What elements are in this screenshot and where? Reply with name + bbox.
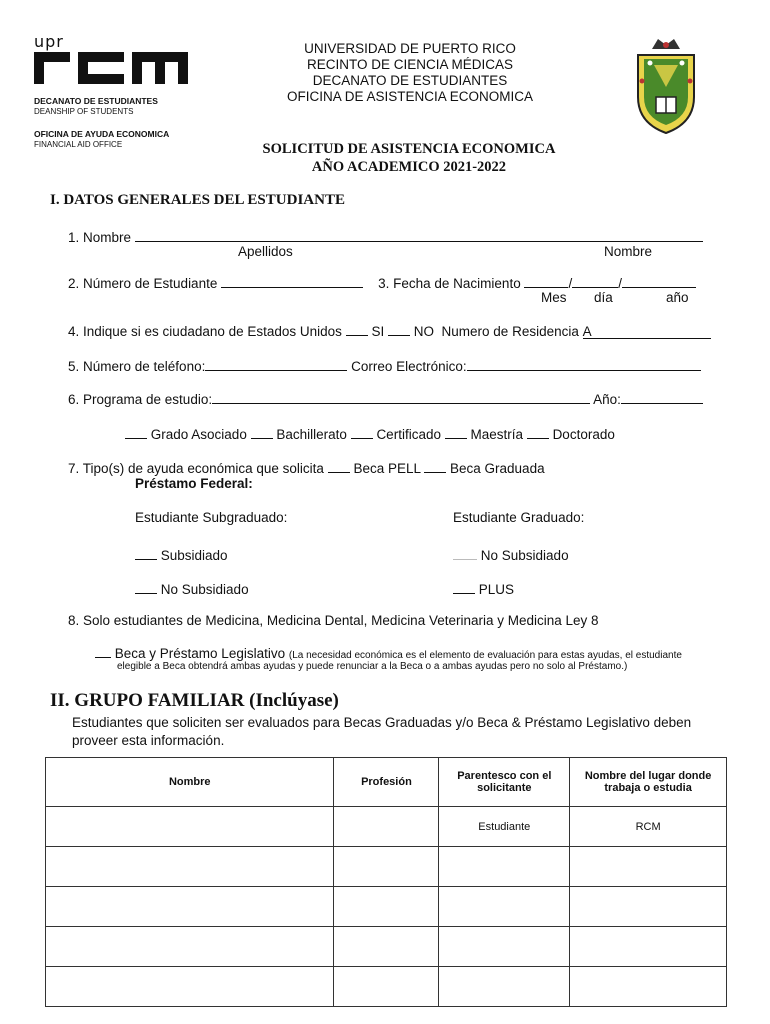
q7-subsidiado: Subsidiado <box>160 548 228 563</box>
degree-certificate-check[interactable] <box>351 424 373 439</box>
q8-note1: (La necesidad económica es el elemento de evaluación para estas ayudas, el estudiante <box>288 650 682 661</box>
table-cell[interactable] <box>439 967 570 1007</box>
form-title <box>200 140 618 176</box>
section2-note: Estudiantes que soliciten ser evaluados para Becas Graduadas y/o Beca & Préstamo Legislativo deben proveer esta información. <box>72 715 692 748</box>
q7-no-subsidiado-grad: No Subsidiado <box>480 548 569 563</box>
deanship-en: DEANSHIP OF STUDENTS <box>34 107 134 116</box>
residence-number-field[interactable] <box>583 324 711 339</box>
plus-row <box>453 579 514 597</box>
q8-row <box>95 643 682 661</box>
student-number-field[interactable] <box>221 273 363 288</box>
undergrad-subsidized-row <box>135 545 228 563</box>
table-cell[interactable] <box>46 847 334 887</box>
q4-row <box>68 321 711 339</box>
institution-line: UNIVERSIDAD DE PUERTO RICO <box>304 41 516 56</box>
q4-si: SI <box>371 324 385 339</box>
q1-sub-nombre: Nombre <box>604 244 653 259</box>
table-cell[interactable] <box>334 807 439 847</box>
degree-associate: Grado Asociado <box>150 427 247 442</box>
col-lugar: Nombre del lugar donde trabaja o estudia <box>570 758 727 807</box>
col-profesion: Profesión <box>334 758 439 807</box>
q7-graduate: Estudiante Graduado: <box>453 510 585 525</box>
q7-grad: Beca Graduada <box>450 461 545 476</box>
grad-grant-check[interactable] <box>424 458 446 473</box>
q7-pell: Beca PELL <box>353 461 421 476</box>
office-en: FINANCIAL AID OFFICE <box>34 140 123 149</box>
table-cell[interactable] <box>439 887 570 927</box>
undergrad-unsubsidized-row <box>135 579 249 597</box>
table-header-row <box>46 758 727 807</box>
q3-sub-ano: año <box>666 290 689 305</box>
undergrad-unsubsidized-check[interactable] <box>135 579 157 594</box>
q6-year: Año: <box>593 392 621 407</box>
birth-day-field[interactable] <box>572 273 618 288</box>
q2-row: 2. Número de Estudiante 3. Fecha de Nacimiento / / <box>68 273 696 291</box>
q7-plus: PLUS <box>478 582 515 597</box>
program-year-field[interactable] <box>621 389 703 404</box>
table-cell[interactable] <box>334 887 439 927</box>
table-row <box>46 967 727 1007</box>
deanship-es: DECANATO DE ESTUDIANTES <box>34 96 158 106</box>
undergrad-subsidized-check[interactable] <box>135 545 157 560</box>
q6-label: 6. Programa de estudio: <box>68 392 213 407</box>
email-field[interactable] <box>467 356 701 371</box>
grad-unsubsidized-check[interactable] <box>453 545 477 560</box>
degree-associate-check[interactable] <box>125 424 147 439</box>
q7-row <box>68 458 545 476</box>
residence-number-value: A <box>582 324 592 339</box>
q8-note2: elegible a Beca obtendrá ambas ayudas y puede renunciar a la Beca o a ambas ayudas pero no solo al Préstamo.) <box>117 661 628 672</box>
plus-check[interactable] <box>453 579 475 594</box>
degree-certificate: Certificado <box>376 427 441 442</box>
table-row <box>46 927 727 967</box>
family-table <box>45 757 727 1007</box>
program-field[interactable] <box>212 389 590 404</box>
q1-label: 1. Nombre <box>68 230 132 245</box>
q4-residencia: Numero de Residencia <box>441 324 579 339</box>
q1-sub-apellidos: Apellidos <box>238 244 293 259</box>
table-cell[interactable] <box>439 847 570 887</box>
q5-row <box>68 356 701 374</box>
table-cell[interactable] <box>334 847 439 887</box>
table-cell[interactable] <box>46 967 334 1007</box>
degree-master-check[interactable] <box>445 424 467 439</box>
table-row <box>46 887 727 927</box>
table-cell[interactable] <box>570 927 727 967</box>
section1-heading: I. DATOS GENERALES DEL ESTUDIANTE <box>50 192 345 208</box>
degree-master: Maestría <box>470 427 524 442</box>
degree-doctorate: Doctorado <box>552 427 615 442</box>
col-parentesco: Parentesco con el solicitante <box>439 758 570 807</box>
q5-label: 5. Número de teléfono: <box>68 359 206 374</box>
col-nombre: Nombre <box>46 758 334 807</box>
pell-check[interactable] <box>328 458 350 473</box>
q3-sub-mes: Mes <box>541 290 567 305</box>
q3-label: 3. Fecha de Nacimiento <box>378 276 521 291</box>
form-title-line1: SOLICITUD DE ASISTENCIA ECONOMICA <box>262 141 556 157</box>
citizen-yes-field[interactable] <box>346 321 368 336</box>
birth-year-field[interactable] <box>622 273 696 288</box>
q7-label: 7. Tipo(s) de ayuda económica que solicita <box>68 461 324 476</box>
institution-line: OFICINA DE ASISTENCIA ECONOMICA <box>286 89 534 104</box>
office-es: OFICINA DE AYUDA ECONOMICA <box>34 129 170 139</box>
birth-month-field[interactable] <box>524 273 568 288</box>
table-cell[interactable] <box>46 887 334 927</box>
table-cell[interactable] <box>46 927 334 967</box>
citizen-no-field[interactable] <box>388 321 410 336</box>
name-field[interactable] <box>135 227 703 242</box>
q7-no-subsidiado: No Subsidiado <box>160 582 249 597</box>
table-cell[interactable]: RCM <box>570 807 727 847</box>
phone-field[interactable] <box>205 356 347 371</box>
rcm-logo <box>32 48 190 86</box>
q7-undergrad: Estudiante Subgraduado: <box>135 510 288 525</box>
table-row <box>46 847 727 887</box>
institution-line: RECINTO DE CIENCIA MÉDICAS <box>306 57 514 72</box>
upr-logo-text: upr <box>34 32 64 51</box>
legislative-check[interactable] <box>95 643 111 658</box>
q8-label: 8. Solo estudiantes de Medicina, Medicina Dental, Medicina Veterinaria y Medicina Ley 8 <box>68 613 599 628</box>
q4-label: 4. Indique si es ciudadano de Estados Unidos <box>68 324 342 339</box>
table-cell[interactable] <box>46 807 334 847</box>
degree-bachelor: Bachillerato <box>276 427 347 442</box>
table-row <box>46 807 727 847</box>
q7-federal: Préstamo Federal: <box>135 476 253 491</box>
q1-row <box>68 227 703 245</box>
table-cell[interactable]: Estudiante <box>439 807 570 847</box>
table-cell[interactable] <box>570 887 727 927</box>
table-cell[interactable] <box>570 967 727 1007</box>
table-cell[interactable] <box>334 927 439 967</box>
degree-options <box>125 424 615 442</box>
q2-label: 2. Número de Estudiante <box>68 276 218 291</box>
section2-heading: II. GRUPO FAMILIAR (Inclúyase) <box>50 690 339 711</box>
q3-sub-dia: día <box>594 290 613 305</box>
table-cell[interactable] <box>570 847 727 887</box>
grad-unsubsidized-row <box>453 545 569 563</box>
institution-block <box>250 41 570 105</box>
institution-line: DECANATO DE ESTUDIANTES <box>312 73 508 88</box>
q8-option: Beca y Préstamo Legislativo <box>114 646 286 661</box>
university-seal-icon <box>630 35 702 137</box>
table-cell[interactable] <box>439 927 570 967</box>
degree-doctorate-check[interactable] <box>527 424 549 439</box>
form-title-line2: AÑO ACADEMICO 2021-2022 <box>311 159 507 175</box>
q4-no: NO <box>413 324 435 339</box>
q5-email: Correo Electrónico: <box>351 359 467 374</box>
table-cell[interactable] <box>334 967 439 1007</box>
q6-row <box>68 389 703 407</box>
degree-bachelor-check[interactable] <box>251 424 273 439</box>
